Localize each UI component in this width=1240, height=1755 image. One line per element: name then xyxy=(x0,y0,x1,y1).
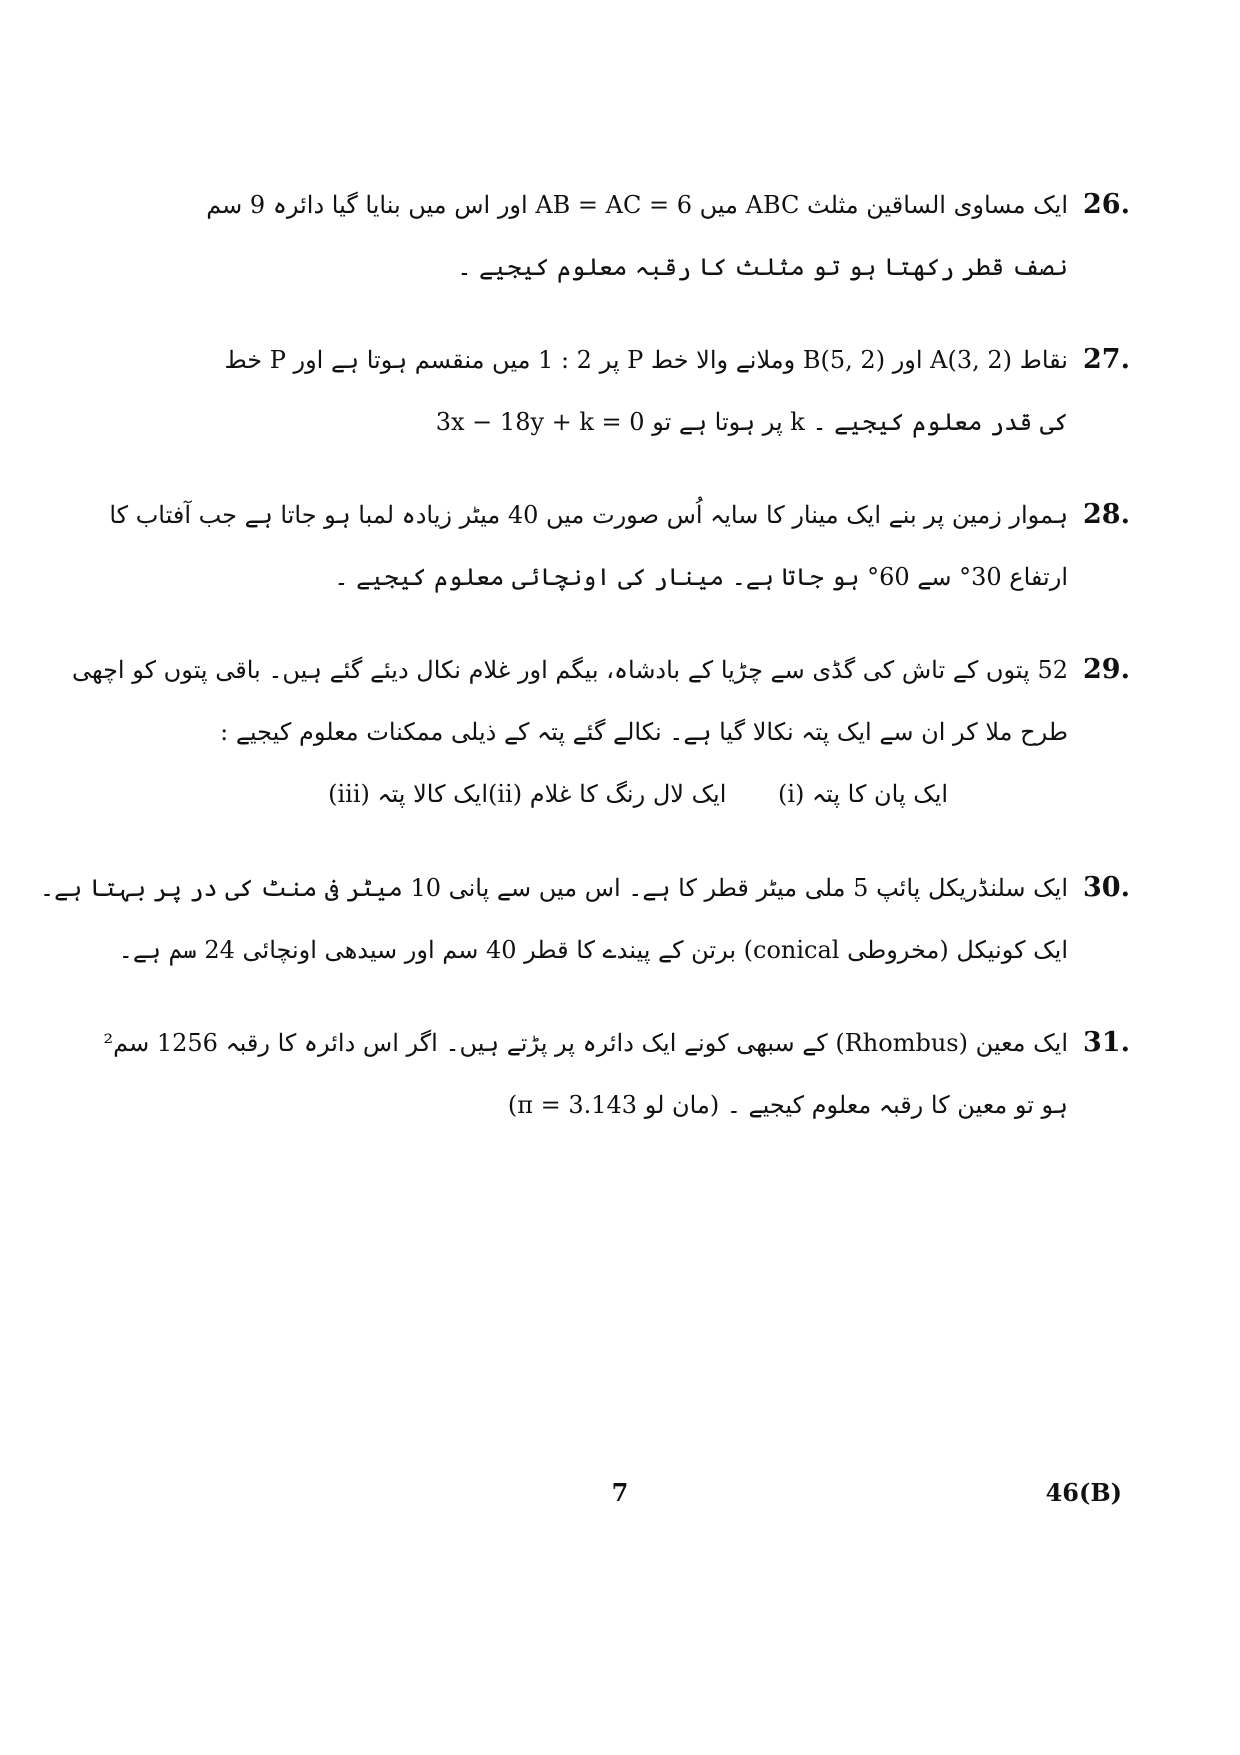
question-number: 29. xyxy=(1083,654,1130,685)
question-number: 26. xyxy=(1083,189,1130,220)
question-29 xyxy=(72,650,1130,814)
question-number: 27. xyxy=(1083,344,1130,375)
question-number: 28. xyxy=(1083,499,1130,530)
question-text-line: ایک کونیکل (مخروطی conical) برتن کے پیندے کا قطر 40 سم اور سیدھی اونچائی 24 سم ہے۔ xyxy=(118,936,1068,964)
question-30 xyxy=(40,868,1130,970)
question-text-line: ہموار زمین پر بنے ایک مینار کا سایہ اُس صورت میں 40 میٹر زیادہ لمبا ہو جاتا ہے جب آفتاب کا xyxy=(109,501,1068,529)
question-text-line: ایک مساوی الساقین مثلث ABC میں AB = AC = 6 اور اس میں بنایا گیا دائرہ 9 سم xyxy=(206,191,1068,219)
question-text-line: ارتفاع 30° سے 60° ہو جاتا ہے۔ مینار کی اونچائی معلوم کیجیے ۔ xyxy=(334,563,1068,591)
question-text-line: 3x − 18y + k = 0 پر ہوتا ہے تو k کی قدر معلوم کیجیے ۔ xyxy=(435,408,1068,436)
question-text-line: نصف قطر رکھتا ہو تو مثلث کا رقبہ معلوم کیجیے ۔ xyxy=(457,253,1068,281)
question-text-line: ہو تو معین کا رقبہ معلوم کیجیے ۔ (مان لو π = 3.143) xyxy=(507,1091,1068,1119)
option-iii: (iii) ایک کالا پتہ xyxy=(328,780,488,808)
paper-code: 46(B) xyxy=(1045,1478,1122,1507)
question-number: 31. xyxy=(1083,1027,1130,1058)
option-i: (i) ایک پان کا پتہ xyxy=(778,780,949,808)
question-text-line: طرح ملا کر ان سے ایک پتہ نکالا گیا ہے۔ نکالے گئے پتہ کے ذیلی ممکنات معلوم کیجیے : xyxy=(220,718,1068,746)
question-number: 30. xyxy=(1083,872,1130,903)
question-text-line: 52 پتوں کے تاش کی گڈی سے چڑیا کے بادشاہ، بیگم اور غلام نکال دیئے گئے ہیں۔ باقی پتوں کو اچھی xyxy=(72,656,1068,684)
options-row xyxy=(170,774,1068,814)
question-28 xyxy=(109,495,1130,597)
option-ii: (ii) ایک لال رنگ کا غلام xyxy=(488,780,727,808)
question-text-line: ایک معین (Rhombus) کے سبھی کونے ایک دائرہ پر پڑتے ہیں۔ اگر اس دائرہ کا رقبہ 1256 سم² xyxy=(103,1029,1068,1057)
question-27 xyxy=(170,340,1130,442)
question-31 xyxy=(103,1023,1130,1125)
question-26 xyxy=(170,185,1130,287)
page-number: 7 xyxy=(611,1478,629,1507)
question-text-line: نقاط A(3, 2) اور B(5, 2) وملانے والا خط P پر 2 : 1 میں منقسم ہوتا ہے اور P خط xyxy=(224,346,1068,374)
question-text-line: ایک سلنڈریکل پائپ 5 ملی میٹر قطر کا ہے۔ اس میں سے پانی 10 میٹر فی منٹ کی در پر بہتا ہے۔ xyxy=(40,874,1068,902)
